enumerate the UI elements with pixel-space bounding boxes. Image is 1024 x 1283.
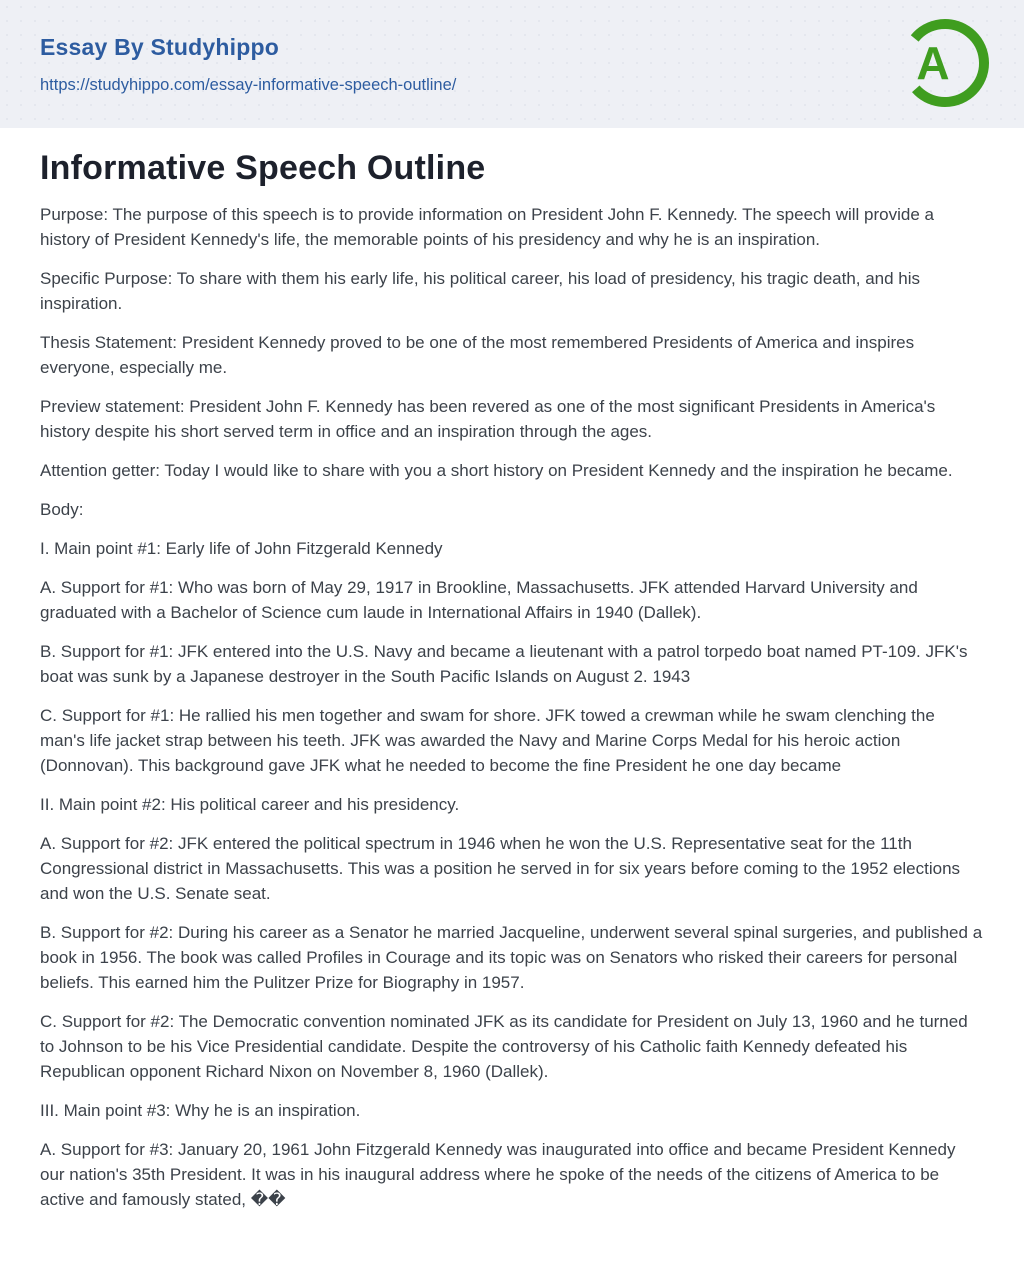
essay-paragraph: Specific Purpose: To share with them his early life, his political career, his load of presidency, his tragic death, and his inspiration. (40, 269, 921, 313)
essay-title: Informative Speech Outline (40, 149, 486, 187)
essay-paragraph: A. Support for #3: January 20, 1961 John Fitzgerald Kennedy was inaugurated into office and became President Kennedy our nation's 35th President. It was in his inaugural address where he spoke of the needs of the citizens of America to be active and famously stated, �� (40, 1140, 956, 1209)
svg-text:A: A (916, 37, 950, 89)
essay-content (0, 128, 1024, 1252)
essay-paragraph: I. Main point #1: Early life of John Fitzgerald Kennedy (40, 539, 443, 558)
essay-paragraphs (40, 202, 984, 1212)
essay-paragraph: Body: (40, 500, 84, 519)
header-site-title: Essay By Studyhippo (40, 34, 279, 60)
essay-paragraph: II. Main point #2: His political career and his presidency. (40, 795, 460, 814)
essay-paragraph: Preview statement: President John F. Kennedy has been revered as one of the most significant Presidents in America's history despite his short served term in office and an inspiration through the ages. (40, 397, 936, 441)
essay-paragraph: C. Support for #1: He rallied his men together and swam for shore. JFK towed a crewman while he swam clenching the man's life jacket strap between his teeth. JFK was awarded the Navy and Marine Corps Medal for his heroic action (Donnovan). This background gave JFK what he needed to become the fine President he one day became (40, 706, 935, 775)
essay-paragraph: Thesis Statement: President Kennedy proved to be one of the most remembered Presidents of America and inspires everyone, especially me. (40, 333, 915, 377)
essay-paragraph: B. Support for #2: During his career as a Senator he married Jacqueline, underwent several spinal surgeries, and published a book in 1956. The book was called Profiles in Courage and its topic was on Senators who risked their careers for personal beliefs. This earned him the Pulitzer Prize for Biography in 1957. (40, 923, 983, 992)
essay-paragraph: A. Support for #1: Who was born of May 29, 1917 in Brookline, Massachusetts. JFK attended Harvard University and graduated with a Bachelor of Science cum laude in International Affairs in 1940 (Dallek). (40, 578, 918, 622)
essay-paragraph: B. Support for #1: JFK entered into the U.S. Navy and became a lieutenant with a patrol torpedo boat named PT-109. JFK's boat was sunk by a Japanese destroyer in the South Pacific Islands on August 2. 1943 (40, 642, 968, 686)
essay-paragraph: A. Support for #2: JFK entered the political spectrum in 1946 when he won the U.S. Representative seat for the 11th Congressional district in Massachusetts. This was a position he served in for six years before coming to the 1952 elections and won the U.S. Senate seat. (40, 834, 961, 903)
essay-paragraph: C. Support for #2: The Democratic convention nominated JFK as its candidate for President on July 13, 1960 and he turned to Johnson to be his Vice Presidential candidate. Despite the controversy of his Catholic faith Kennedy defeated his Republican opponent Richard Nixon on November 8, 1960 (Dallek). (40, 1012, 968, 1081)
essay-paragraph: Purpose: The purpose of this speech is to provide information on President John F. Kennedy. The speech will provide a history of President Kennedy's life, the memorable points of his presidency and why he is an inspiration. (40, 205, 934, 249)
studyhippo-logo-icon (899, 17, 991, 109)
page-header (0, 0, 1024, 128)
essay-paragraph: III. Main point #3: Why he is an inspiration. (40, 1101, 361, 1120)
source-url-link[interactable]: https://studyhippo.com/essay-informative-speech-outline/ (40, 76, 457, 94)
essay-paragraph: Attention getter: Today I would like to share with you a short history on President Kennedy and the inspiration he became. (40, 461, 953, 480)
